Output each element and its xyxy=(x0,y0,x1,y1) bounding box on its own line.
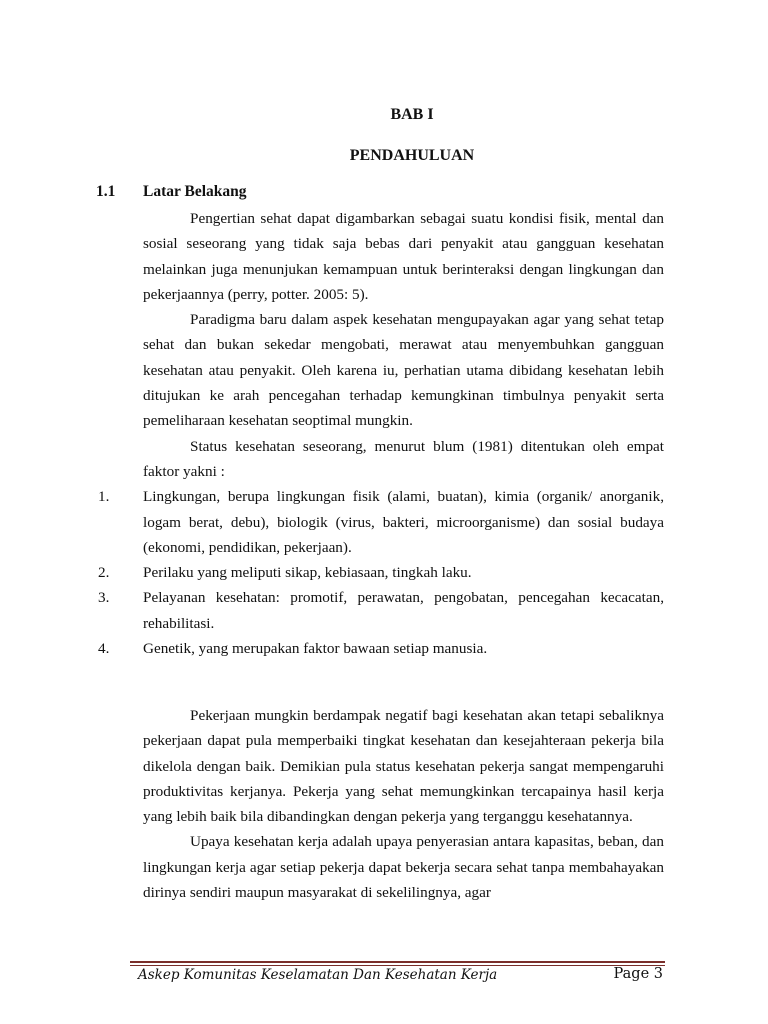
list-text: Perilaku yang meliputi sikap, kebiasaan, tingkah laku. xyxy=(143,564,472,582)
body-text-lower xyxy=(143,703,664,905)
body-text-upper xyxy=(98,206,664,661)
list-text: Pelayanan kesehatan: promotif, perawatan, pengobatan, pencegahan kecacatan, rehabilitasi. xyxy=(143,589,664,632)
paragraph: Paradigma baru dalam aspek kesehatan mengupayakan agar yang sehat tetap sehat dan bukan sekedar mengobati, merawat atau menyembuhkan gangguan kesehatan atau penyakit. Oleh karena iu, perhatian utama dibidang kesehatan lebih ditujukan ke arah pencegahan terhadap kemungkinan timbulnya penyakit serta pemeliharaan kesehatan seoptimal mungkin. xyxy=(143,311,664,430)
list-text: Genetik, yang merupakan faktor bawaan setiap manusia. xyxy=(143,640,488,658)
chapter-label: BAB I xyxy=(390,106,434,123)
section-heading xyxy=(96,183,247,201)
list-item xyxy=(98,560,664,585)
list-item xyxy=(98,585,664,636)
section-title: Latar Belakang xyxy=(143,183,247,200)
list-number: 2. xyxy=(98,564,110,582)
list-number: 1. xyxy=(98,488,110,506)
list-number: 3. xyxy=(98,589,110,607)
factor-list xyxy=(98,484,664,661)
list-item xyxy=(98,484,664,560)
footer-title: Askep Komunitas Keselamatan Dan Kesehatan Kerja xyxy=(138,967,498,983)
paragraph: Upaya kesehatan kerja adalah upaya penyerasian antara kapasitas, beban, dan lingkungan kerja agar setiap pekerja dapat bekerja secara sehat tanpa membahayakan dirinya sendiri maupun masyarakat di sekelilingnya, agar xyxy=(143,833,664,902)
paragraph: Pengertian sehat dapat digambarkan sebagai suatu kondisi fisik, mental dan sosial seseorang yang tidak saja bebas dari penyakit atau gangguan kesehatan melainkan juga menunjukan kemampuan untuk berinteraksi dengan lingkungan dan pekerjaannya (perry, potter. 2005: 5). xyxy=(143,210,664,303)
paragraph: Status kesehatan seseorang, menurut blum (1981) ditentukan oleh empat faktor yakni : xyxy=(143,437,664,480)
section-number: 1.1 xyxy=(96,183,116,200)
page-number: Page 3 xyxy=(613,966,663,982)
chapter-title: PENDAHULUAN xyxy=(349,147,475,164)
list-text: Lingkungan, berupa lingkungan fisik (alami, buatan), kimia (organik/ anorganik, logam berat, debu), biologik (virus, bakteri, microorganisme) dan sosial budaya (ekonomi, pendidikan, pekerjaan). xyxy=(143,488,664,556)
footer-rule xyxy=(130,961,665,963)
list-item xyxy=(98,636,664,661)
footer-rule-thin xyxy=(130,965,665,966)
paragraph: Pekerjaan mungkin berdampak negatif bagi kesehatan akan tetapi sebaliknya pekerjaan dapat pula memperbaiki tingkat kesehatan dan kesejahteraan pekerja bila dikelola dengan baik. Demikian pula status kesehatan pekerja sangat mempengaruhi produktivitas kerjanya. Pekerja yang sehat memungkinkan tercapainya hasil kerja yang lebih baik bila dibandingkan dengan pekerja yang terganggu kesehatannya. xyxy=(143,707,664,826)
list-number: 4. xyxy=(98,640,110,658)
